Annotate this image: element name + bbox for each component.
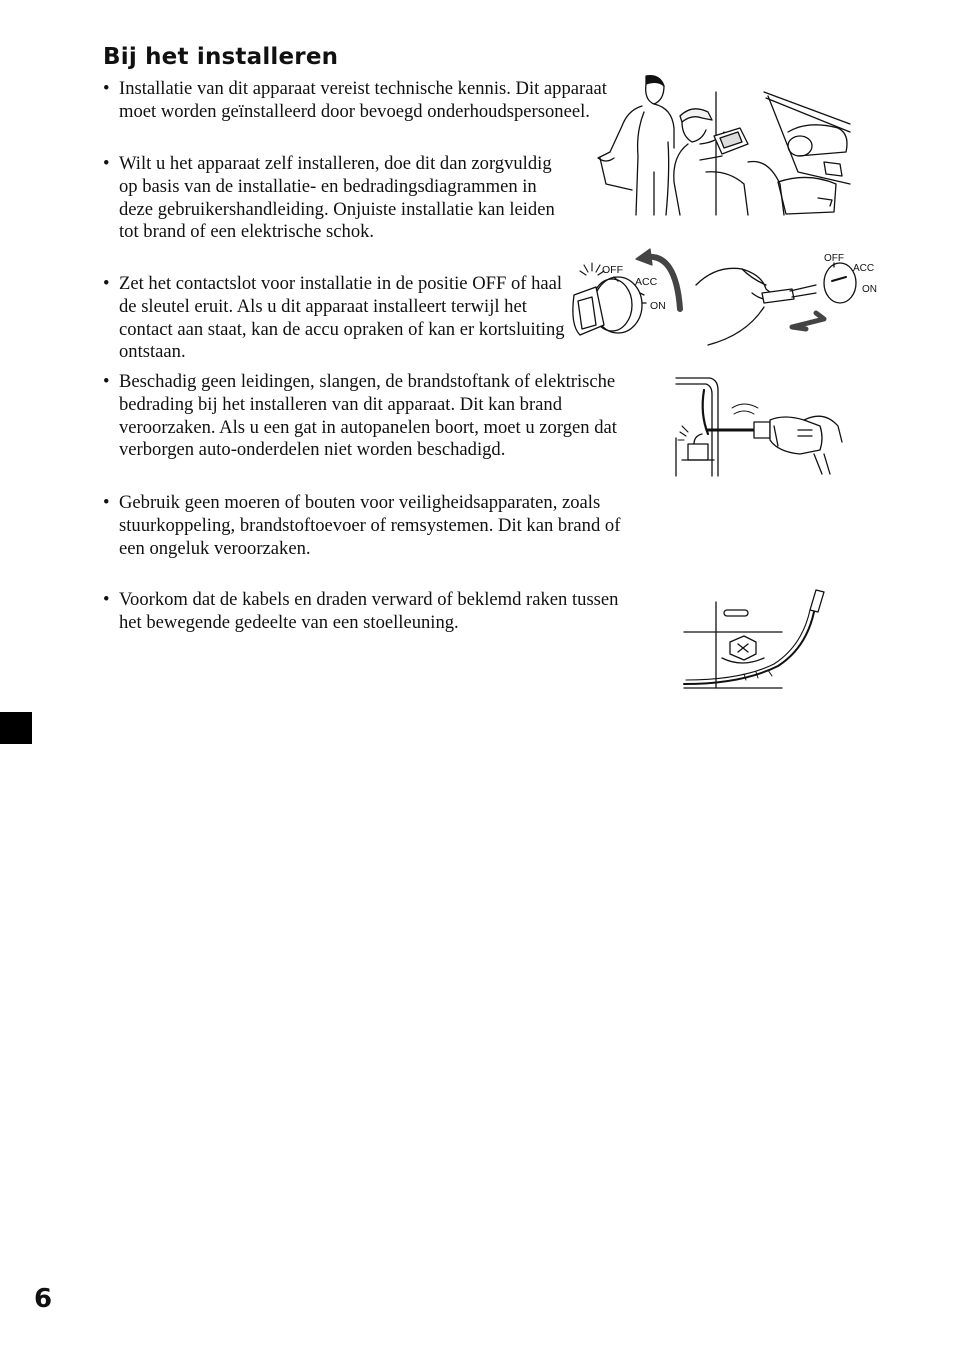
bullet-text: Installatie van dit apparaat vereist technische kennis. Dit apparaat moet worden geïnstalleerd door bevoegd onderhoudspersoneel. (119, 78, 607, 122)
bullet-symbol: • (103, 153, 110, 174)
pull-arrow-icon (792, 313, 824, 329)
page-number: 6 (34, 1284, 53, 1314)
bullet-symbol: • (103, 492, 110, 513)
bullet-text: Voorkom dat de kabels en draden verward of beklemd raken tussen het bewegende gedeelte van een stoelleuning. (119, 589, 619, 633)
bullet-no-damage (103, 371, 637, 462)
installation-illustration (588, 72, 852, 218)
section-tab-marker (0, 712, 32, 744)
bullet-self-install (103, 153, 567, 244)
bullet-symbol: • (103, 371, 110, 392)
seat-cable-illustration (682, 588, 832, 692)
bullet-text: Zet het contactslot voor installatie in de positie OFF of haal de sleutel eruit. Als u dit apparaat installeert terwijl het contact aan staat, kan de accu opraken of kan er kortsluiting ontstaan. (119, 273, 565, 363)
bullet-text: Beschadig geen leidingen, slangen, de brandstoftank of elektrische bedrading bij het installeren van dit apparaat. Dit kan brand veroorzaken. Als u een gat in autopanelen boort, moet u zorgen dat verborgen auto-onderdelen niet worden beschadigd. (119, 371, 617, 461)
bullet-cables (103, 589, 637, 635)
section-heading: Bij het installeren (103, 44, 339, 70)
ignition-right-group (696, 253, 877, 345)
label-off-left: OFF (602, 264, 623, 276)
bullet-text: Wilt u het apparaat zelf installeren, doe dit dan zorgvuldig op basis van de installatie- en bedradingsdiagrammen in deze gebruikershandleiding. Onjuiste installatie kan leiden tot brand of een elektrische schok. (119, 153, 555, 243)
bullet-ignition-off (103, 273, 569, 364)
ignition-left-group (573, 249, 680, 335)
ignition-illustration (566, 245, 876, 349)
label-on-left: ON (650, 300, 666, 312)
label-acc-right: ACC (853, 263, 875, 274)
bullet-text: Gebruik geen moeren of bouten voor veiligheidsapparaten, zoals stuurkoppeling, brandstoftoevoer of remsystemen. Dit kan brand of een ongeluk veroorzaken. (119, 492, 621, 559)
ignition-cylinder-right (824, 263, 856, 303)
label-acc-left: ACC (635, 276, 658, 288)
bullet-installation-knowledge (103, 78, 611, 124)
drilling-illustration (674, 374, 844, 478)
cable-plug-icon (810, 590, 824, 612)
label-off-right: OFF (824, 253, 844, 264)
label-on-right: ON (862, 284, 877, 295)
bullet-symbol: • (103, 273, 110, 294)
bullet-no-safety-bolts (103, 492, 637, 560)
bullet-symbol: • (103, 78, 110, 99)
drill-body-icon (770, 417, 822, 454)
bullet-symbol: • (103, 589, 110, 610)
